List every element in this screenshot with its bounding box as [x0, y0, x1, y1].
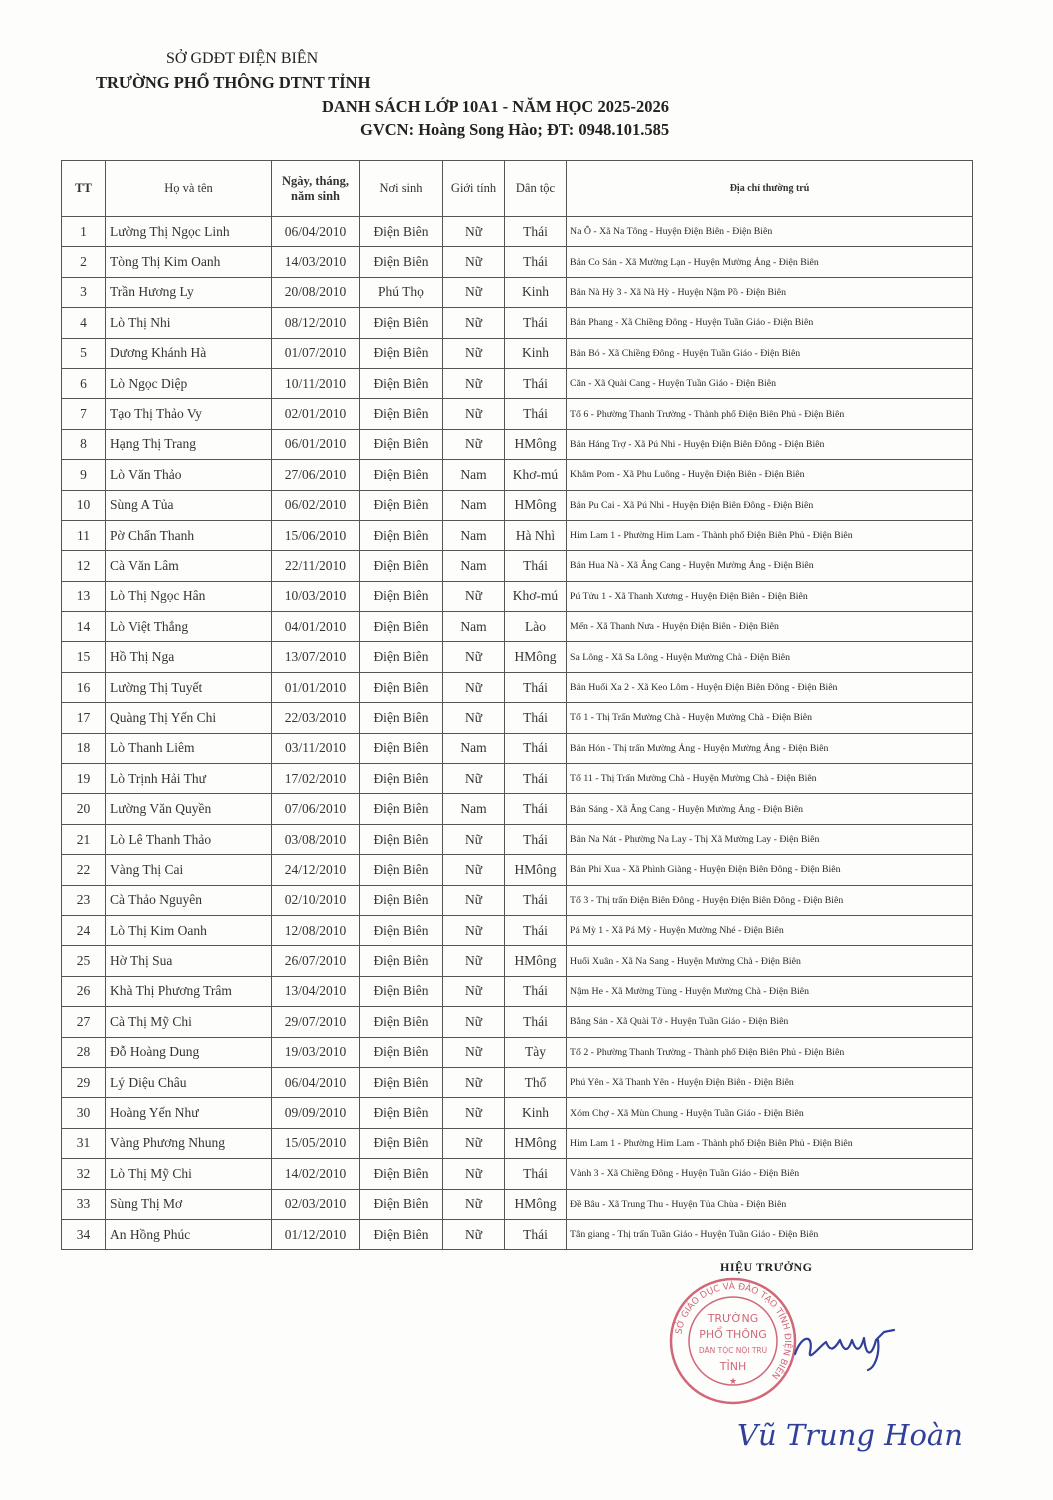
student-address: Đề Bâu - Xã Trung Thu - Huyện Tủa Chùa - Điện Biên: [567, 1189, 973, 1219]
student-ethnicity: HMông: [505, 490, 567, 520]
student-birthplace: Điện Biên: [360, 976, 443, 1006]
student-dob: 01/01/2010: [272, 672, 360, 702]
table-row: [62, 247, 973, 277]
student-address: Tổ 3 - Thị trấn Điện Biên Đông - Huyện Điện Biên Đông - Điện Biên: [567, 885, 973, 915]
student-ethnicity: HMông: [505, 429, 567, 459]
student-no: 11: [62, 520, 106, 550]
student-address: Bản Sáng - Xã Ẳng Cang - Huyện Mường Ảng - Điện Biên: [567, 794, 973, 824]
student-birthplace: Điện Biên: [360, 490, 443, 520]
table-row: [62, 368, 973, 398]
col-header-birthplace: Nơi sinh: [360, 161, 443, 217]
student-address: Pú Tửu 1 - Xã Thanh Xương - Huyện Điện Biên - Điện Biên: [567, 581, 973, 611]
student-ethnicity: Lào: [505, 612, 567, 642]
table-row: [62, 915, 973, 945]
student-no: 1: [62, 217, 106, 247]
student-dob: 29/07/2010: [272, 1007, 360, 1037]
table-row: [62, 976, 973, 1006]
student-ethnicity: Thái: [505, 551, 567, 581]
student-address: Xóm Chợ - Xã Mùn Chung - Huyện Tuần Giáo - Điện Biên: [567, 1098, 973, 1128]
table-row: [62, 490, 973, 520]
table-row: [62, 733, 973, 763]
student-name: Sùng A Tủa: [106, 490, 272, 520]
student-name: Hoàng Yến Như: [106, 1098, 272, 1128]
department-name: SỞ GDĐT ĐIỆN BIÊN: [166, 50, 319, 67]
student-dob: 13/04/2010: [272, 976, 360, 1006]
student-name: Lò Thị Mỹ Chi: [106, 1159, 272, 1189]
student-address: Bản Hón - Thị trấn Mường Ảng - Huyện Mường Ảng - Điện Biên: [567, 733, 973, 763]
student-no: 30: [62, 1098, 106, 1128]
student-no: 2: [62, 247, 106, 277]
student-birthplace: Điện Biên: [360, 308, 443, 338]
student-name: Lò Trịnh Hải Thư: [106, 764, 272, 794]
student-birthplace: Điện Biên: [360, 581, 443, 611]
student-no: 29: [62, 1067, 106, 1097]
student-birthplace: Điện Biên: [360, 429, 443, 459]
student-gender: Nữ: [443, 399, 505, 429]
student-birthplace: Phú Thọ: [360, 277, 443, 307]
student-ethnicity: Thái: [505, 703, 567, 733]
student-dob: 03/08/2010: [272, 824, 360, 854]
table-row: [62, 885, 973, 915]
student-gender: Nữ: [443, 217, 505, 247]
student-name: Tạo Thị Thảo Vy: [106, 399, 272, 429]
student-no: 9: [62, 460, 106, 490]
student-birthplace: Điện Biên: [360, 672, 443, 702]
student-name: Hồ Thị Nga: [106, 642, 272, 672]
student-ethnicity: Thái: [505, 1159, 567, 1189]
student-birthplace: Điện Biên: [360, 217, 443, 247]
student-ethnicity: Thái: [505, 764, 567, 794]
table-row: [62, 1007, 973, 1037]
student-dob: 10/03/2010: [272, 581, 360, 611]
student-ethnicity: Thái: [505, 824, 567, 854]
student-birthplace: Điện Biên: [360, 642, 443, 672]
student-ethnicity: Thái: [505, 794, 567, 824]
student-dob: 06/01/2010: [272, 429, 360, 459]
table-row: [62, 1219, 973, 1249]
student-name: Sùng Thị Mơ: [106, 1189, 272, 1219]
student-dob: 26/07/2010: [272, 946, 360, 976]
table-row: [62, 1128, 973, 1158]
student-ethnicity: Thổ: [505, 1067, 567, 1097]
student-ethnicity: HMông: [505, 946, 567, 976]
table-row: [62, 824, 973, 854]
table-row: [62, 308, 973, 338]
student-birthplace: Điện Biên: [360, 855, 443, 885]
student-birthplace: Điện Biên: [360, 1219, 443, 1249]
student-no: 26: [62, 976, 106, 1006]
student-address: Bản Co Sản - Xã Mường Lạn - Huyện Mường Ảng - Điện Biên: [567, 247, 973, 277]
student-dob: 22/03/2010: [272, 703, 360, 733]
student-no: 23: [62, 885, 106, 915]
student-address: Him Lam 1 - Phường Him Lam - Thành phố Điện Biên Phủ - Điện Biên: [567, 520, 973, 550]
student-ethnicity: Tày: [505, 1037, 567, 1067]
principal-title: HIỆU TRƯỞNG: [720, 1260, 813, 1274]
student-address: Huổi Xuân - Xã Na Sang - Huyện Mường Chà - Điện Biên: [567, 946, 973, 976]
col-header-dob: Ngày, tháng, năm sinh: [272, 161, 360, 217]
student-address: Pá Mỳ 1 - Xã Pá Mỳ - Huyện Mường Nhé - Điện Biên: [567, 915, 973, 945]
student-no: 15: [62, 642, 106, 672]
student-ethnicity: HMông: [505, 642, 567, 672]
student-gender: Nữ: [443, 1128, 505, 1158]
student-no: 22: [62, 855, 106, 885]
student-no: 8: [62, 429, 106, 459]
school-seal-stamp: [668, 1276, 798, 1406]
student-address: Tân giang - Thị trấn Tuần Giáo - Huyện Tuần Giáo - Điện Biên: [567, 1219, 973, 1249]
student-gender: Nữ: [443, 1189, 505, 1219]
student-birthplace: Điện Biên: [360, 1128, 443, 1158]
student-dob: 06/04/2010: [272, 1067, 360, 1097]
student-name: Lò Thị Ngọc Hân: [106, 581, 272, 611]
student-address: Bản Hua Nà - Xã Ẳng Cang - Huyện Mường Ảng - Điện Biên: [567, 551, 973, 581]
student-birthplace: Điện Biên: [360, 1189, 443, 1219]
student-gender: Nữ: [443, 824, 505, 854]
student-gender: Nam: [443, 733, 505, 763]
student-no: 32: [62, 1159, 106, 1189]
student-no: 27: [62, 1007, 106, 1037]
class-list-table: [61, 160, 973, 1250]
student-dob: 06/02/2010: [272, 490, 360, 520]
student-gender: Nữ: [443, 976, 505, 1006]
student-dob: 06/04/2010: [272, 217, 360, 247]
svg-text:TỈNH: TỈNH: [719, 1360, 747, 1373]
student-birthplace: Điện Biên: [360, 733, 443, 763]
student-dob: 13/07/2010: [272, 642, 360, 672]
student-gender: Nữ: [443, 915, 505, 945]
student-no: 31: [62, 1128, 106, 1158]
student-dob: 02/03/2010: [272, 1189, 360, 1219]
student-name: Pờ Chẩn Thanh: [106, 520, 272, 550]
student-dob: 10/11/2010: [272, 368, 360, 398]
student-no: 14: [62, 612, 106, 642]
student-address: Khâm Pom - Xã Phu Luông - Huyện Điện Biên - Điện Biên: [567, 460, 973, 490]
student-address: Bản Nà Hỳ 3 - Xã Nà Hỳ - Huyện Nậm Pồ - Điện Biên: [567, 277, 973, 307]
table-row: [62, 672, 973, 702]
student-birthplace: Điện Biên: [360, 764, 443, 794]
student-name: Lò Văn Thảo: [106, 460, 272, 490]
table-row: [62, 520, 973, 550]
student-dob: 08/12/2010: [272, 308, 360, 338]
signer-name: Vũ Trung Hoàn: [737, 1418, 963, 1452]
student-dob: 14/03/2010: [272, 247, 360, 277]
student-name: Lò Việt Thắng: [106, 612, 272, 642]
student-address: Bản Bó - Xã Chiềng Đông - Huyện Tuần Giáo - Điện Biên: [567, 338, 973, 368]
student-no: 24: [62, 915, 106, 945]
student-name: Cà Văn Lâm: [106, 551, 272, 581]
student-gender: Nữ: [443, 429, 505, 459]
col-header-no: TT: [62, 161, 106, 217]
table-row: [62, 551, 973, 581]
student-ethnicity: Thái: [505, 217, 567, 247]
student-address: Căn - Xã Quài Cang - Huyện Tuần Giáo - Điện Biên: [567, 368, 973, 398]
student-name: Cà Thị Mỹ Chi: [106, 1007, 272, 1037]
student-gender: Nữ: [443, 885, 505, 915]
student-name: Lò Lê Thanh Thảo: [106, 824, 272, 854]
student-ethnicity: Thái: [505, 368, 567, 398]
table-row: [62, 1189, 973, 1219]
student-birthplace: Điện Biên: [360, 612, 443, 642]
student-gender: Nam: [443, 612, 505, 642]
table-row: [62, 794, 973, 824]
student-gender: Nữ: [443, 247, 505, 277]
student-gender: Nam: [443, 490, 505, 520]
student-birthplace: Điện Biên: [360, 1159, 443, 1189]
student-ethnicity: Thái: [505, 672, 567, 702]
student-birthplace: Điện Biên: [360, 946, 443, 976]
student-dob: 20/08/2010: [272, 277, 360, 307]
student-name: Dương Khánh Hà: [106, 338, 272, 368]
student-name: Lò Thanh Liêm: [106, 733, 272, 763]
table-row: [62, 764, 973, 794]
student-ethnicity: Thái: [505, 1219, 567, 1249]
student-no: 13: [62, 581, 106, 611]
table-row: [62, 1067, 973, 1097]
student-ethnicity: Khơ-mú: [505, 460, 567, 490]
principal-signature: [790, 1322, 900, 1372]
student-dob: 24/12/2010: [272, 855, 360, 885]
student-name: An Hồng Phúc: [106, 1219, 272, 1249]
student-no: 3: [62, 277, 106, 307]
student-birthplace: Điện Biên: [360, 885, 443, 915]
col-header-ethnicity: Dân tộc: [505, 161, 567, 217]
student-birthplace: Điện Biên: [360, 460, 443, 490]
student-gender: Nữ: [443, 1007, 505, 1037]
student-dob: 09/09/2010: [272, 1098, 360, 1128]
student-name: Khà Thị Phương Trâm: [106, 976, 272, 1006]
student-name: Trần Hương Ly: [106, 277, 272, 307]
student-dob: 02/01/2010: [272, 399, 360, 429]
student-gender: Nữ: [443, 703, 505, 733]
student-gender: Nữ: [443, 1037, 505, 1067]
student-address: Him Lam 1 - Phường Him Lam - Thành phố Điện Biên Phủ - Điện Biên: [567, 1128, 973, 1158]
student-no: 12: [62, 551, 106, 581]
student-no: 7: [62, 399, 106, 429]
student-dob: 15/05/2010: [272, 1128, 360, 1158]
student-no: 6: [62, 368, 106, 398]
student-ethnicity: Thái: [505, 885, 567, 915]
table-row: [62, 612, 973, 642]
student-birthplace: Điện Biên: [360, 703, 443, 733]
col-header-gender: Giới tính: [443, 161, 505, 217]
student-name: Lò Thị Nhi: [106, 308, 272, 338]
student-name: Lường Thị Ngọc Linh: [106, 217, 272, 247]
student-name: Lý Diệu Châu: [106, 1067, 272, 1097]
student-gender: Nữ: [443, 277, 505, 307]
student-ethnicity: Hà Nhì: [505, 520, 567, 550]
student-address: Phú Yên - Xã Thanh Yên - Huyện Điện Biên - Điện Biên: [567, 1067, 973, 1097]
school-name: TRƯỜNG PHỔ THÔNG DTNT TỈNH: [96, 73, 371, 92]
student-dob: 15/06/2010: [272, 520, 360, 550]
table-row: [62, 703, 973, 733]
student-ethnicity: Thái: [505, 733, 567, 763]
student-name: Hạng Thị Trang: [106, 429, 272, 459]
student-no: 18: [62, 733, 106, 763]
student-dob: 22/11/2010: [272, 551, 360, 581]
student-address: Tổ 11 - Thị Trấn Mường Chà - Huyện Mường Chà - Điện Biên: [567, 764, 973, 794]
student-name: Cà Thảo Nguyên: [106, 885, 272, 915]
student-address: Bản Pu Cai - Xã Pú Nhi - Huyện Điện Biên Đông - Điện Biên: [567, 490, 973, 520]
student-no: 16: [62, 672, 106, 702]
student-gender: Nữ: [443, 1219, 505, 1249]
student-dob: 17/02/2010: [272, 764, 360, 794]
student-name: Vàng Thị Cai: [106, 855, 272, 885]
student-gender: Nữ: [443, 672, 505, 702]
student-address: Bản Huổi Xa 2 - Xã Keo Lôm - Huyện Điện Biên Đông - Điện Biên: [567, 672, 973, 702]
student-ethnicity: Kinh: [505, 338, 567, 368]
student-ethnicity: Thái: [505, 399, 567, 429]
student-name: Quàng Thị Yến Chi: [106, 703, 272, 733]
student-no: 34: [62, 1219, 106, 1249]
student-name: Lò Ngọc Diệp: [106, 368, 272, 398]
student-gender: Nữ: [443, 308, 505, 338]
student-ethnicity: Thái: [505, 1007, 567, 1037]
student-birthplace: Điện Biên: [360, 368, 443, 398]
student-address: Tổ 1 - Thị Trấn Mường Chà - Huyện Mường Chà - Điện Biên: [567, 703, 973, 733]
student-address: Mến - Xã Thanh Nưa - Huyện Điện Biên - Điện Biên: [567, 612, 973, 642]
student-no: 17: [62, 703, 106, 733]
student-gender: Nam: [443, 794, 505, 824]
table-row: [62, 399, 973, 429]
student-dob: 01/07/2010: [272, 338, 360, 368]
list-title: DANH SÁCH LỚP 10A1 - NĂM HỌC 2025-2026: [322, 97, 669, 116]
student-gender: Nữ: [443, 1159, 505, 1189]
student-birthplace: Điện Biên: [360, 338, 443, 368]
col-header-address: Địa chỉ thường trú: [567, 161, 973, 217]
student-address: Bằng Sản - Xã Quài Tở - Huyện Tuần Giáo - Điện Biên: [567, 1007, 973, 1037]
student-gender: Nữ: [443, 1067, 505, 1097]
table-row: [62, 460, 973, 490]
student-dob: 01/12/2010: [272, 1219, 360, 1249]
student-name: Lò Thị Kim Oanh: [106, 915, 272, 945]
student-gender: Nam: [443, 460, 505, 490]
homeroom-teacher: GVCN: Hoàng Song Hào; ĐT: 0948.101.585: [360, 120, 670, 139]
student-gender: Nữ: [443, 946, 505, 976]
student-dob: 07/06/2010: [272, 794, 360, 824]
svg-text:PHỔ THÔNG: PHỔ THÔNG: [699, 1328, 767, 1341]
student-ethnicity: HMông: [505, 1128, 567, 1158]
table-row: [62, 855, 973, 885]
student-dob: 27/06/2010: [272, 460, 360, 490]
student-gender: Nữ: [443, 338, 505, 368]
student-no: 20: [62, 794, 106, 824]
student-gender: Nữ: [443, 1098, 505, 1128]
student-gender: Nữ: [443, 368, 505, 398]
student-gender: Nữ: [443, 581, 505, 611]
table-row: [62, 1037, 973, 1067]
student-name: Lường Thị Tuyết: [106, 672, 272, 702]
student-address: Na Ô - Xã Na Tông - Huyện Điện Biên - Điện Biên: [567, 217, 973, 247]
student-dob: 19/03/2010: [272, 1037, 360, 1067]
student-birthplace: Điện Biên: [360, 824, 443, 854]
student-gender: Nam: [443, 551, 505, 581]
student-gender: Nữ: [443, 642, 505, 672]
student-address: Sa Lông - Xã Sa Lông - Huyện Mường Chà - Điện Biên: [567, 642, 973, 672]
student-no: 5: [62, 338, 106, 368]
student-address: Bản Phang - Xã Chiềng Đông - Huyện Tuần Giáo - Điện Biên: [567, 308, 973, 338]
student-birthplace: Điện Biên: [360, 1098, 443, 1128]
table-header-row: [62, 161, 973, 217]
student-no: 19: [62, 764, 106, 794]
svg-text:SỞ GIÁO DỤC VÀ ĐÀO TẠO TỈNH ĐI: SỞ GIÁO DỤC VÀ ĐÀO TẠO TỈNH ĐIỆN BIÊN: [674, 1281, 793, 1381]
table-row: [62, 1098, 973, 1128]
table-row: [62, 946, 973, 976]
student-name: Lường Văn Quyền: [106, 794, 272, 824]
student-ethnicity: HMông: [505, 855, 567, 885]
table-row: [62, 217, 973, 247]
table-row: [62, 338, 973, 368]
student-address: Bản Na Nát - Phường Na Lay - Thị Xã Mường Lay - Điện Biên: [567, 824, 973, 854]
student-address: Bản Háng Trợ - Xã Pú Nhi - Huyện Điện Biên Đông - Điện Biên: [567, 429, 973, 459]
student-no: 33: [62, 1189, 106, 1219]
student-name: Đỗ Hoàng Dung: [106, 1037, 272, 1067]
student-address: Tổ 2 - Phường Thanh Trường - Thành phố Điện Biên Phủ - Điện Biên: [567, 1037, 973, 1067]
student-birthplace: Điện Biên: [360, 794, 443, 824]
student-address: Bản Phi Xua - Xã Phình Giàng - Huyện Điện Biên Đông - Điện Biên: [567, 855, 973, 885]
table-row: [62, 642, 973, 672]
table-row: [62, 1159, 973, 1189]
student-ethnicity: Thái: [505, 308, 567, 338]
student-dob: 03/11/2010: [272, 733, 360, 763]
student-no: 10: [62, 490, 106, 520]
student-no: 4: [62, 308, 106, 338]
table-row: [62, 429, 973, 459]
student-birthplace: Điện Biên: [360, 399, 443, 429]
svg-text:DÂN TỘC NỘI TRÚ: DÂN TỘC NỘI TRÚ: [698, 1346, 768, 1355]
student-gender: Nam: [443, 520, 505, 550]
student-dob: 12/08/2010: [272, 915, 360, 945]
student-no: 21: [62, 824, 106, 854]
svg-text:TRƯỜNG: TRƯỜNG: [707, 1312, 759, 1325]
student-birthplace: Điện Biên: [360, 247, 443, 277]
student-birthplace: Điện Biên: [360, 520, 443, 550]
student-dob: 14/02/2010: [272, 1159, 360, 1189]
student-address: Vành 3 - Xã Chiềng Đông - Huyện Tuần Giáo - Điện Biên: [567, 1159, 973, 1189]
student-address: Nậm He - Xã Mường Tùng - Huyện Mường Chà - Điện Biên: [567, 976, 973, 1006]
table-row: [62, 277, 973, 307]
student-birthplace: Điện Biên: [360, 1007, 443, 1037]
student-ethnicity: Thái: [505, 915, 567, 945]
student-ethnicity: Kinh: [505, 1098, 567, 1128]
student-ethnicity: Thái: [505, 247, 567, 277]
student-ethnicity: HMông: [505, 1189, 567, 1219]
student-name: Tòng Thị Kim Oanh: [106, 247, 272, 277]
student-no: 28: [62, 1037, 106, 1067]
student-name: Vàng Phương Nhung: [106, 1128, 272, 1158]
student-ethnicity: Kinh: [505, 277, 567, 307]
table-row: [62, 581, 973, 611]
student-birthplace: Điện Biên: [360, 1067, 443, 1097]
student-ethnicity: Thái: [505, 976, 567, 1006]
svg-text:★: ★: [728, 1376, 738, 1386]
student-dob: 02/10/2010: [272, 885, 360, 915]
student-no: 25: [62, 946, 106, 976]
student-birthplace: Điện Biên: [360, 915, 443, 945]
student-ethnicity: Khơ-mú: [505, 581, 567, 611]
student-gender: Nữ: [443, 855, 505, 885]
student-birthplace: Điện Biên: [360, 551, 443, 581]
col-header-name: Họ và tên: [106, 161, 272, 217]
student-dob: 04/01/2010: [272, 612, 360, 642]
student-name: Hờ Thị Sua: [106, 946, 272, 976]
student-birthplace: Điện Biên: [360, 1037, 443, 1067]
student-address: Tổ 6 - Phường Thanh Trường - Thành phố Điện Biên Phủ - Điện Biên: [567, 399, 973, 429]
student-gender: Nữ: [443, 764, 505, 794]
